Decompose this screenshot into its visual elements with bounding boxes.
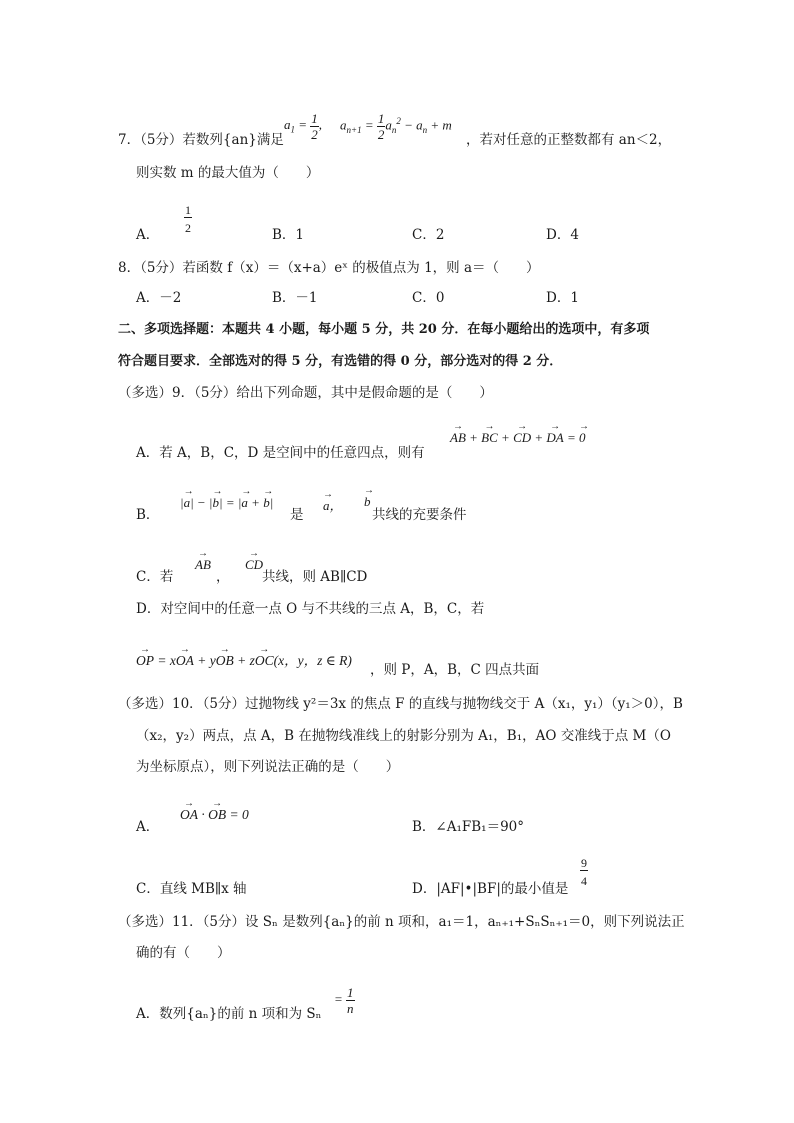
- q7-option-d: D．4: [546, 227, 579, 243]
- q7-a1: $a_1$ = $\frac{1}{2}$ ,: [284, 111, 323, 142]
- q7-condition: ，若对任意的正整数都有 an＜2，: [466, 132, 672, 148]
- q9-option-a: A．若 A，B，C，D 是空间中的任意四点，则有: [136, 445, 425, 461]
- q9-vector-a: → a，: [323, 499, 343, 512]
- q10-option-b: B．∠A₁FB₁＝90°: [412, 819, 525, 835]
- q10-option-c: C．直线 MB∥x 轴: [136, 881, 247, 897]
- section2-line2: 符合题目要求．全部选对的得 5 分，有选错的得 0 分，部分选对的得 2 分．: [118, 354, 563, 369]
- q10-stem-line2: （x₂，y₂）两点，点 A，B 在抛物线准线上的射影分别为 A₁，B₁，AO 交准线于点 M（O: [136, 728, 671, 744]
- q7-stem: [118, 134, 284, 148]
- q7-stem-line2: 则实数 m 的最大值为（ ）: [136, 165, 320, 181]
- q9-vector-b: → b: [364, 495, 371, 508]
- q11-option-a-formula: = $\frac{1}{n}$: [334, 985, 354, 1016]
- q10-option-d-frac: $\frac{9}{4}$: [581, 856, 587, 888]
- q9-option-c-prefix: C．若: [136, 569, 174, 585]
- q11-stem-line2: 确的有（ ）: [136, 945, 231, 961]
- q9-option-d: D．对空间中的任意一点 O 与不共线的三点 A，B，C，若: [136, 601, 485, 617]
- q10-option-d: D．|AF|•|BF|的最小值是: [412, 881, 569, 897]
- q11-stem-line1: （多选）11．（5分）设 Sₙ 是数列{aₙ}的前 n 项和，a₁＝1，aₙ₊₁+SₙSₙ₊₁＝0，则下列说法正: [118, 914, 685, 930]
- q9-option-a-formula: → AB + → BC + → CD + → DA = → 0: [450, 431, 586, 444]
- q7-recurrence-formula: $a_{n+1}$ = $\frac{1}{2}$ $a_n^2 - a_n + m$: [340, 111, 452, 142]
- q10-stem-line3: 为坐标原点），则下列说法正确的是（ ）: [136, 759, 400, 775]
- q8-option-a: A．－2: [136, 290, 182, 306]
- q10-stem-line1: （多选）10．（5分）过抛物线 y²＝3x 的焦点 F 的直线与抛物线交于 A（x₁，y₁）（y₁＞0），B: [118, 696, 683, 712]
- q9-option-b-mid: 是: [290, 507, 304, 523]
- q9-option-b-formula: |→ a| − |→ b| = |→ a + → b|: [180, 496, 273, 509]
- q8-option-b: B．－1: [272, 290, 318, 306]
- q8-option-d: D．1: [546, 290, 579, 306]
- q9-option-d-tail: ，则 P，A，B，C 四点共面: [370, 662, 540, 678]
- q9-option-d-formula: → OP = x→ OA + y→ OB + z→ OC(x，y，z ∈ R): [136, 654, 352, 668]
- q9-option-b-tail: 共线的充要条件: [372, 507, 467, 523]
- q7-option-b: B．1: [272, 227, 305, 243]
- q10-option-a-prefix: A．: [136, 819, 160, 835]
- q7-a1-formula: [284, 112, 322, 141]
- section2-line1: 二、多项选择题：本题共 4 小题，每小题 5 分，共 20 分．在每小题给出的选项中，有多项: [118, 322, 650, 337]
- q7-option-a: A．: [136, 227, 160, 243]
- q9-stem: （多选）9．（5分）给出下列命题，其中是假命题的是（ ）: [118, 385, 493, 401]
- q7-prefix: 7．（5分）若数列{an}满足: [118, 132, 284, 148]
- q10-option-a-formula: → OA · → OB = 0: [180, 808, 249, 822]
- q7-option-c: C．2: [412, 227, 445, 243]
- q11-option-a: A．数列{aₙ}的前 n 项和为 Sₙ: [136, 1006, 322, 1022]
- q9-vector-cd: → CD: [245, 558, 263, 571]
- q7-option-a-frac: $\frac{1}{2}$: [185, 203, 191, 235]
- q8-stem: 8．（5分）若函数 f（x）＝（x+a）eˣ 的极值点为 1，则 a＝（ ）: [118, 260, 540, 276]
- q9-vector-ab: → AB: [195, 558, 211, 571]
- q9-comma: ，: [216, 569, 230, 585]
- q9-option-b-prefix: B．: [136, 507, 160, 523]
- q9-option-c-tail: 共线，则 AB∥CD: [262, 569, 368, 585]
- q8-option-c: C．0: [412, 290, 445, 306]
